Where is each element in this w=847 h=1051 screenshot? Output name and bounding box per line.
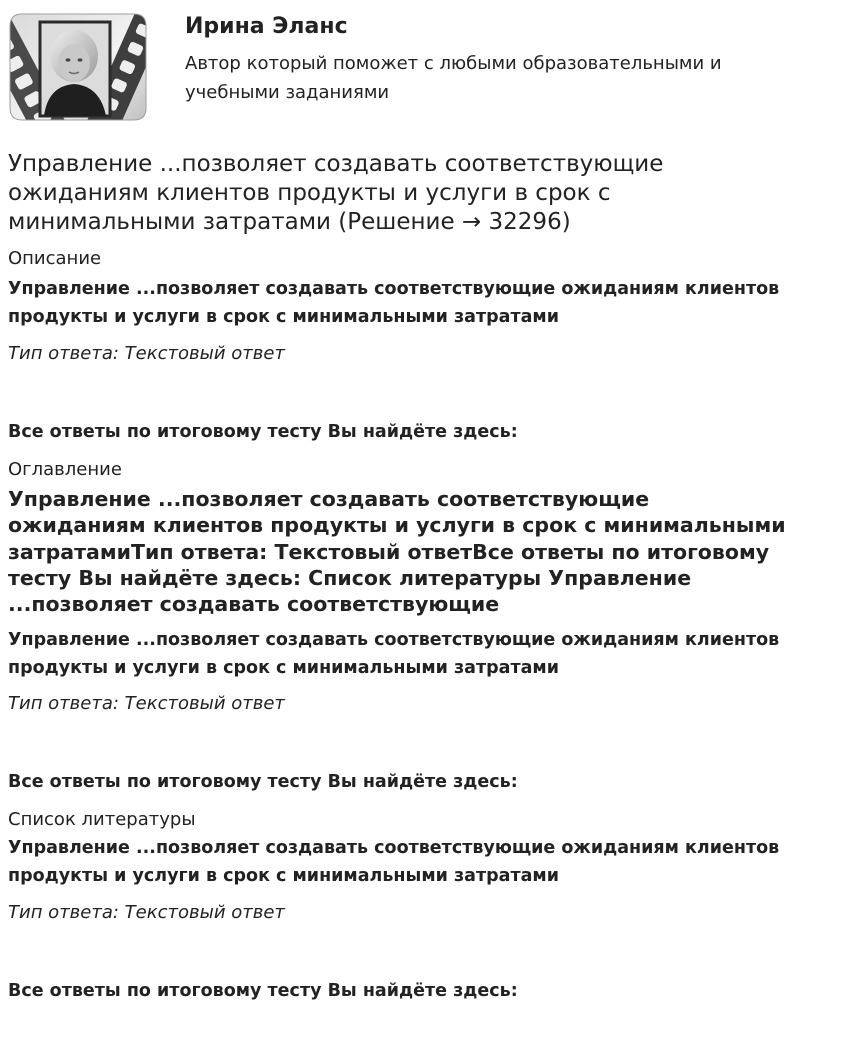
description-label: Описание — [8, 248, 102, 269]
description-all-answers[interactable]: Все ответы по итоговому тесту Вы найдёте здесь: — [8, 422, 518, 442]
toc-question: Управление ...позволяет создавать соответствующие ожиданиям клиентов продукты и услуги в срок с минимальными затратами — [8, 630, 780, 679]
main-content — [8, 150, 788, 1002]
toc-label: Оглавление — [8, 459, 122, 480]
page-title: Управление ...позволяет создавать соответствующие ожиданиям клиентов продукты и услуги в срок с минимальными затратами (Решение → 32296) — [8, 151, 664, 235]
toc-heading: Управление ...позволяет создавать соответствующие ожиданиям клиентов продукты и услуги в срок с минимальными затратамиТип ответа: Текстовый ответВсе ответы по итоговому тесту Вы найдёте здесь: Список литературы Управление ...позволяет создавать соответствующие — [8, 487, 786, 617]
author-name[interactable]: Ирина Эланс — [185, 14, 348, 39]
author-photo-icon — [8, 8, 150, 126]
author-block — [8, 8, 838, 128]
literature-label: Список литературы — [8, 809, 196, 831]
literature-answer-type: Тип ответа: Текстовый ответ — [8, 902, 285, 924]
description-question: Управление ...позволяет создавать соответствующие ожиданиям клиентов продукты и услуги в срок с минимальными затратами — [8, 279, 780, 327]
toc-answer-type: Тип ответа: Текстовый ответ — [8, 693, 285, 715]
author-avatar[interactable] — [8, 8, 150, 126]
toc-all-answers[interactable]: Все ответы по итоговому тесту Вы найдёте здесь: — [8, 772, 518, 793]
description-answer-type: Тип ответа: Текстовый ответ — [8, 343, 285, 364]
literature-all-answers[interactable]: Все ответы по итоговому тесту Вы найдёте здесь: — [8, 981, 518, 1002]
literature-question: Управление ...позволяет создавать соответствующие ожиданиям клиентов продукты и услуги в срок с минимальными затратами — [8, 838, 780, 887]
author-description: Автор который поможет с любыми образовательными и учебными заданиями — [185, 53, 722, 103]
